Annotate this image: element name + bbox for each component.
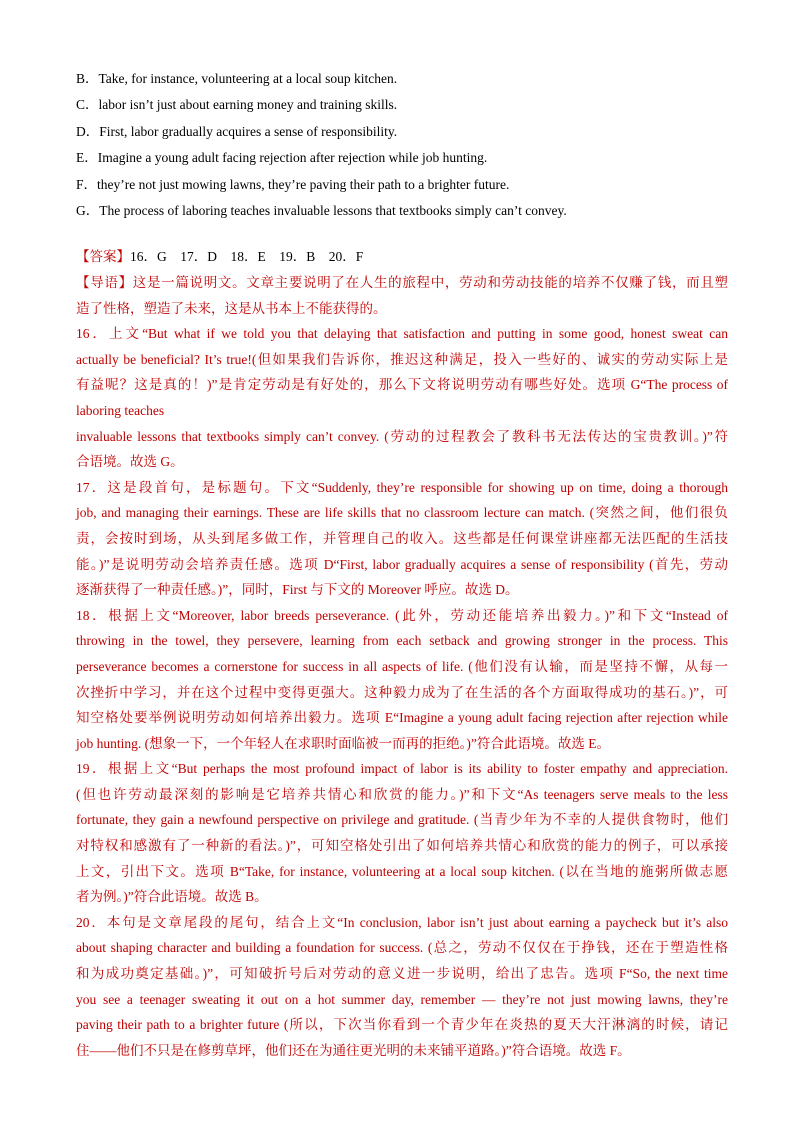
explanation-line: 20．本句是文章尾段的尾句，结合上文“In conclusion, labor isn’t just about earning a paycheck but it’s also	[76, 914, 728, 930]
option-b: B．Take, for instance, volunteering at a local soup kitchen.	[76, 71, 398, 86]
explanation-line: 有益呢？这是真的！)”是肯定劳动是有好处的，那么下文将说明劳动有哪些好处。选项 G“The process of	[76, 377, 728, 393]
explanation-line: 对特权和感激有了一种新的看法。)”，可知空格处引出了如何培养共情心和欣赏的能力的例子，可以承接	[76, 838, 728, 854]
explanation-17	[76, 475, 728, 603]
explanation-line: 者为例。)”符合此语境。故选 B。	[76, 889, 268, 905]
explanation-line: 合语境。故选 G。	[76, 454, 184, 470]
guide-label: 【导语】	[76, 275, 133, 290]
explanation-line: fortunate, they gain a newfound perspective on privilege and gratitude. (当青少年为不幸的人提供食物时，他们	[76, 812, 728, 828]
answer-text: 16．G 17．D 18．E 19．B 20．F	[130, 249, 364, 264]
explanation-line: invaluable lessons that textbooks simply can’t convey. (劳动的过程教会了教科书无法传达的宝贵教训。)”符	[76, 428, 728, 444]
explanation-line: 上文，引出下文。选项 B“Take, for instance, volunteering at a local soup kitchen. (以在当地的施粥所做志愿	[76, 863, 728, 879]
explanation-line: 19．根据上文“But perhaps the most profound impact of labor is its ability to foster empathy and appreciation.	[76, 761, 728, 777]
answer-line	[76, 244, 728, 270]
explanation-line: about shaping character and building a foundation for success. (总之，劳动不仅仅在于挣钱，还在于塑造性格	[76, 940, 728, 956]
explanation-20	[76, 910, 728, 1064]
explanation-line: 和为成功奠定基础。)”，可知破折号后对劳动的意义进一步说明，给出了忠告。选项 F“So, the next time	[76, 966, 728, 982]
explanation-line: laboring teaches	[76, 402, 165, 418]
option-f: F．they’re not just mowing lawns, they’re paving their path to a brighter future.	[76, 176, 510, 192]
option-c: C．labor isn’t just about earning money and training skills.	[76, 97, 398, 113]
explanation-19	[76, 756, 728, 910]
explanation-line: paving their path to a brighter future (所以，下次当你看到一个青少年在炎热的夏天大汗淋漓的时候，请记	[76, 1017, 728, 1033]
option-d: D．First, labor gradually acquires a sense of responsibility.	[76, 123, 398, 139]
guide-paragraph	[76, 270, 728, 321]
explanation-line: actually be beneficial? It’s true!(但如果我们告诉你，推迟这种满足，投入一些好的、诚实的劳动实际上是	[76, 351, 728, 367]
explanation-line: 住——他们不只是在修剪草坪，他们还在为通往更光明的未来铺平道路。)”符合语境。故选 F。	[76, 1042, 631, 1058]
option-g: G．The process of laboring teaches invaluable lessons that textbooks simply can’t convey.	[76, 203, 567, 219]
explanation-line: 知空格处要举例说明劳动如何培养出毅力。选项 E“Imagine a young adult facing rejection after rejection while	[76, 710, 728, 726]
explanation-16	[76, 321, 728, 475]
explanation-18	[76, 603, 728, 757]
guide-line-1: 【导语】这是一篇说明文。文章主要说明了在人生的旅程中，劳动和劳动技能的培养不仅赚了钱，而且塑	[76, 275, 729, 290]
explanation-line: job hunting. (想象一下，一个年轻人在求职时面临被一而再的拒绝。)”符合此语境。故选 E。	[76, 735, 610, 751]
answer-label: 【答案】	[76, 249, 130, 264]
answer-section	[76, 244, 728, 1063]
explanation-line: 16．上文“But what if we told you that delaying that satisfaction and putting in some good, honest sweat can	[76, 326, 728, 342]
explanation-line: you see a teenager sweating it out on a hot summer day, remember — they’re not just mowing lawns, they’re	[76, 991, 728, 1007]
explanation-line: (但也许劳动最深刻的影响是它培养共情心和欣赏的能力。)”和下文“As teenagers serve meals to the less	[76, 786, 728, 802]
explanation-line: 逐渐获得了一种责任感。)”，同时，First 与下文的 Moreover 呼应。故选 D。	[76, 582, 519, 598]
option-e: E．Imagine a young adult facing rejection after rejection while job hunting.	[76, 150, 488, 166]
explanation-line: 能。)”是说明劳动会培养责任感。选项 D“First, labor gradually acquires a sense of responsibility (首先，劳动	[76, 556, 728, 572]
explanation-line: 17．这是段首句，是标题句。下文“Suddenly, they’re responsible for showing up on time, doing a thorough	[76, 479, 728, 495]
explanation-line: job, and managing their earnings. These are life skills that no classroom lecture can match. (突然之间，他们很负	[76, 505, 728, 521]
explanation-line: 次挫折中学习，并在这个过程中变得更强大。这种毅力成为了在生活的各个方面取得成功的基石。)”，可	[76, 684, 728, 700]
explanation-line: throwing in the towel, they persevere, learning from each setback and growing stronger in the process. This	[76, 633, 728, 649]
options-list	[76, 66, 736, 224]
explanation-line: perseverance becomes a cornerstone for success in all aspects of life. (他们没有认输，而是坚持不懈，从每一	[76, 658, 728, 674]
guide-line-2: 造了性格，塑造了未来，这是从书本上不能获得的。	[76, 300, 387, 316]
explanation-line: 责，会按时到场，从头到尾多做工作，并管理自己的收入。这些都是任何课堂讲座都无法匹配的生活技	[76, 530, 728, 546]
explanation-line: 18．根据上文“Moreover, labor breeds perseverance. (此外，劳动还能培养出毅力。)”和下文“Instead of	[76, 607, 728, 623]
